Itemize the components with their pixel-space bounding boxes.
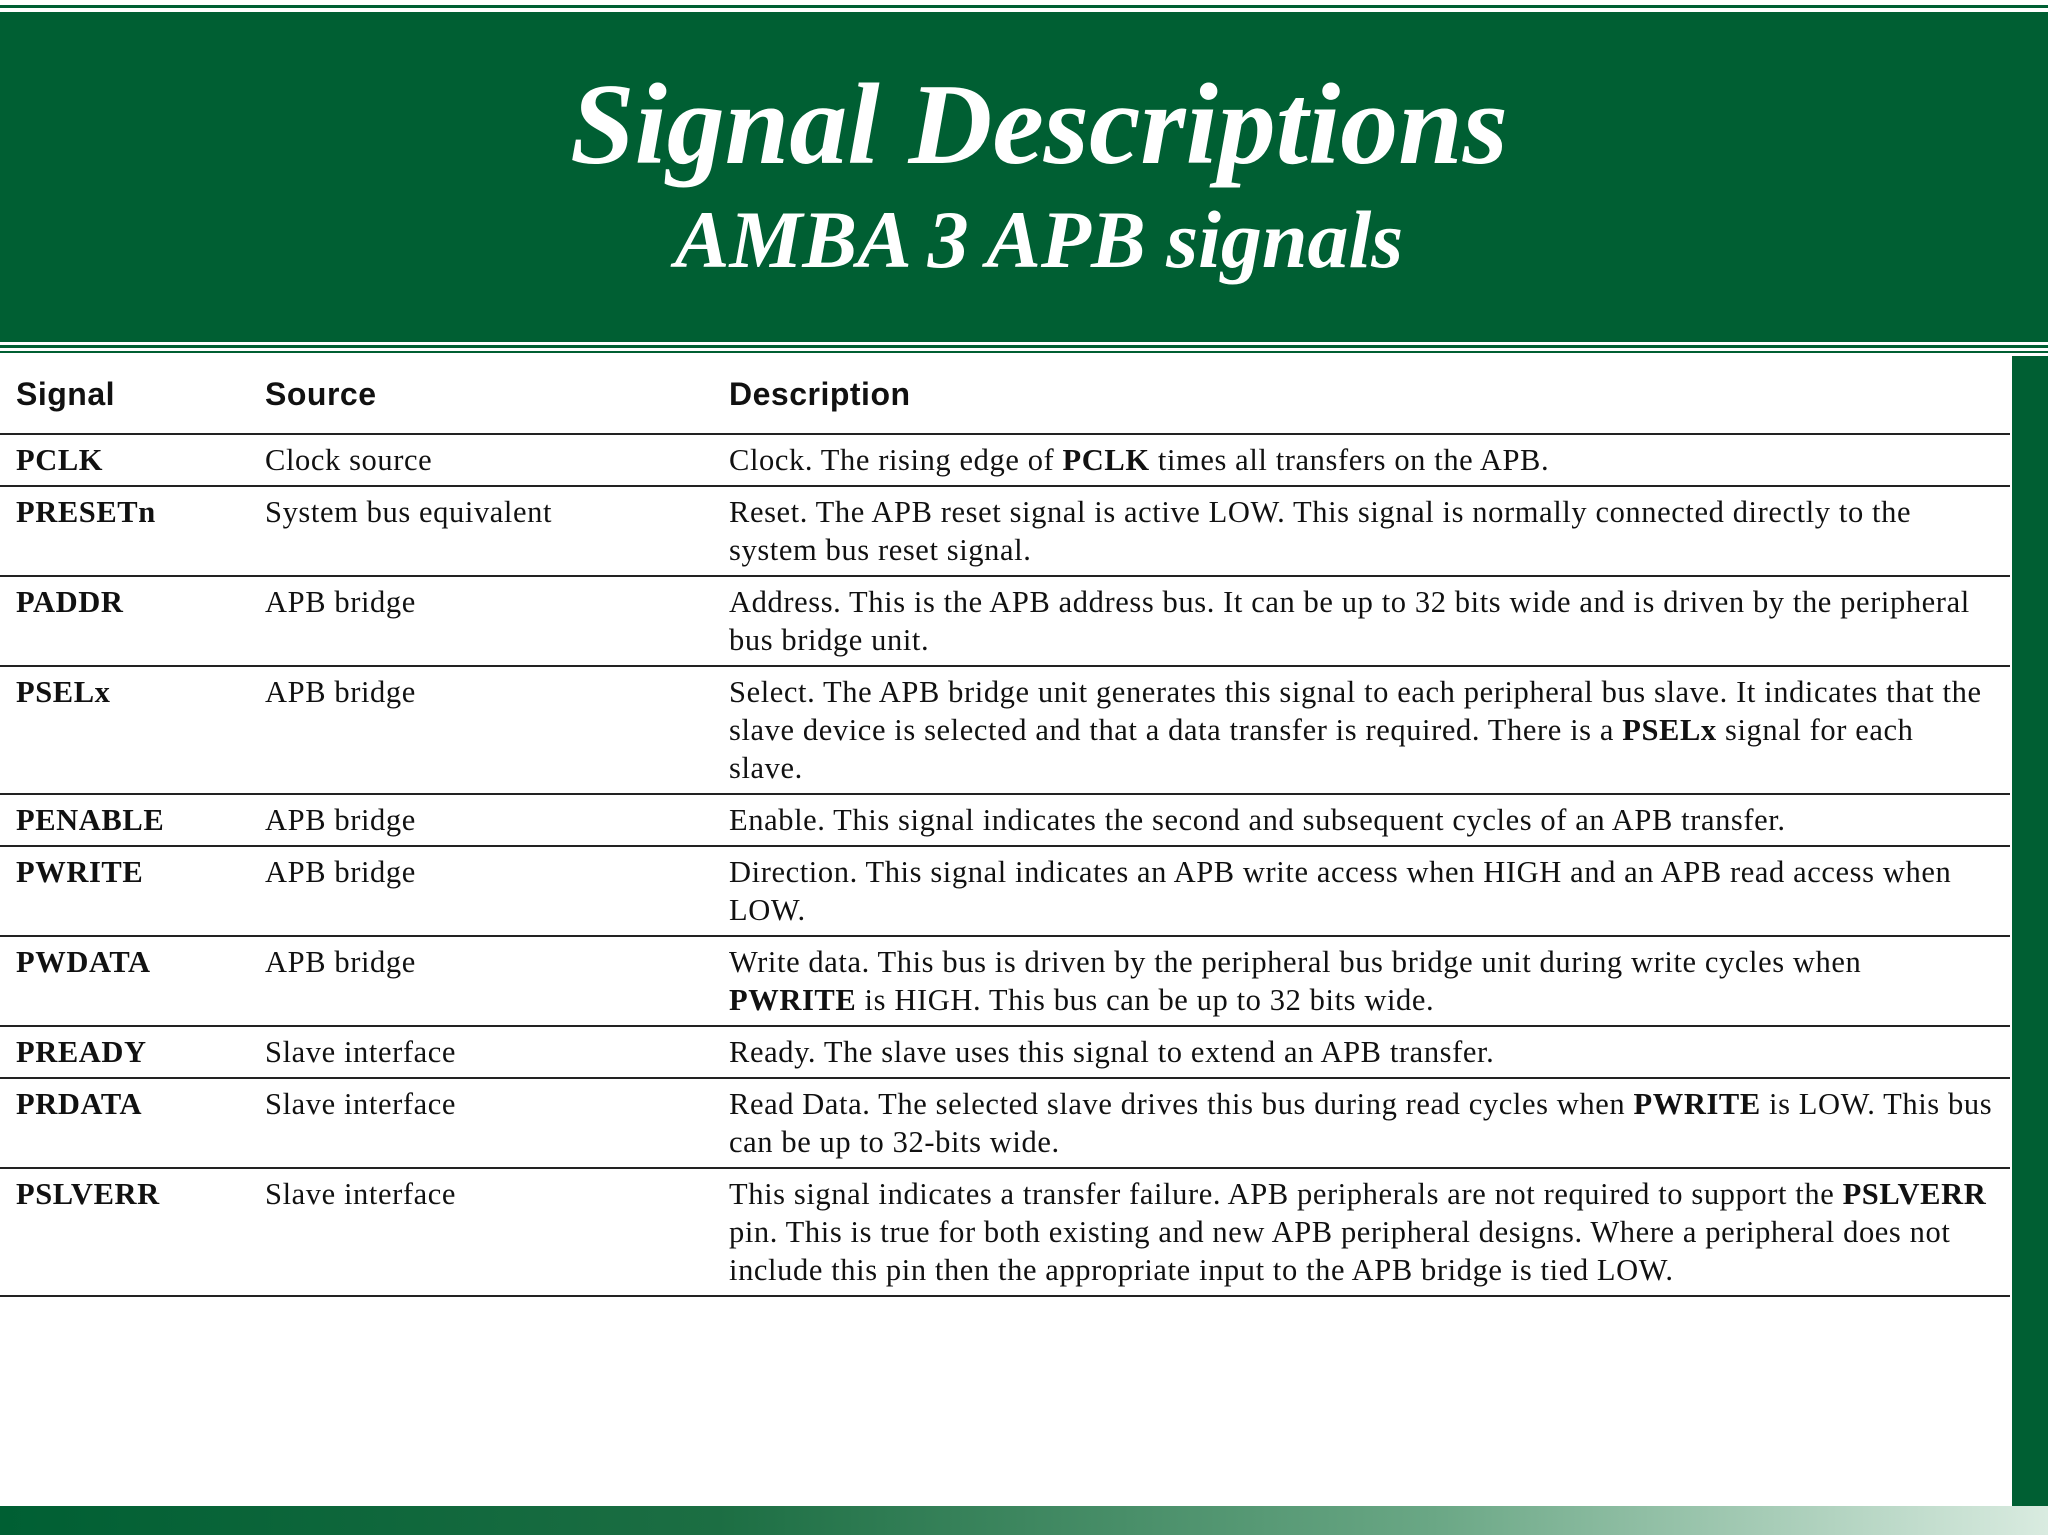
top-border-line	[0, 5, 2048, 8]
signal-description	[713, 846, 2010, 936]
signal-source: APB bridge	[249, 936, 713, 1026]
signal-name: PRESETn	[0, 486, 249, 576]
signal-source: APB bridge	[249, 846, 713, 936]
signal-source: System bus equivalent	[249, 486, 713, 576]
table-row	[0, 1078, 2010, 1168]
header-divider-line	[0, 351, 2048, 353]
signal-source: Slave interface	[249, 1026, 713, 1078]
signal-name: PWDATA	[0, 936, 249, 1026]
signal-description	[713, 794, 2010, 846]
description-text: times all transfers on the APB.	[1149, 443, 1550, 477]
description-text: is LOW. This bus can be up to 32-bits wide.	[729, 1087, 1993, 1159]
signal-name: PCLK	[0, 434, 249, 486]
description-text: Ready. The slave uses this signal to extend an APB transfer.	[729, 1035, 1495, 1069]
signal-name: PENABLE	[0, 794, 249, 846]
signal-name: PSLVERR	[0, 1168, 249, 1296]
signal-description	[713, 434, 2010, 486]
description-signal-ref: PSLVERR	[1842, 1177, 1987, 1211]
right-edge-decoration	[2012, 356, 2048, 1506]
signal-source: APB bridge	[249, 794, 713, 846]
table-row	[0, 666, 2010, 794]
description-text: signal for each slave.	[729, 713, 1914, 785]
signal-name: PRDATA	[0, 1078, 249, 1168]
signal-source: APB bridge	[249, 666, 713, 794]
signal-description	[713, 576, 2010, 666]
table-body	[0, 434, 2010, 1296]
signal-source: Slave interface	[249, 1168, 713, 1296]
description-signal-ref: PWRITE	[729, 983, 857, 1017]
header-divider-line	[0, 345, 2048, 348]
table-row	[0, 1026, 2010, 1078]
description-signal-ref: PSELx	[1622, 713, 1717, 747]
signal-name: PADDR	[0, 576, 249, 666]
signal-description	[713, 1026, 2010, 1078]
description-text: Read Data. The selected slave drives this bus during read cycles when	[729, 1087, 1634, 1121]
description-text: Direction. This signal indicates an APB write access when HIGH and an APB read access when LOW.	[729, 855, 1952, 927]
signal-description	[713, 1078, 2010, 1168]
description-text: Select. The APB bridge unit generates this signal to each peripheral bus slave. It indicates that the slave device is selected and that a data transfer is required. There is a	[729, 675, 1982, 747]
signal-name: PSELx	[0, 666, 249, 794]
column-header-description: Description	[713, 356, 2010, 434]
slide-title: Signal Descriptions	[570, 61, 1508, 189]
table-row	[0, 794, 2010, 846]
signal-source: Slave interface	[249, 1078, 713, 1168]
table-row	[0, 846, 2010, 936]
table-row	[0, 576, 2010, 666]
description-text: Clock. The rising edge of	[729, 443, 1063, 477]
description-text: Enable. This signal indicates the second and subsequent cycles of an APB transfer.	[729, 803, 1786, 837]
footer-gradient-bar	[0, 1506, 2048, 1535]
table-header-row	[0, 356, 2010, 434]
table-row	[0, 936, 2010, 1026]
signal-table-container	[0, 356, 2012, 1506]
table-row	[0, 486, 2010, 576]
column-header-signal: Signal	[0, 356, 249, 434]
signal-source: APB bridge	[249, 576, 713, 666]
table-row	[0, 1168, 2010, 1296]
description-text: This signal indicates a transfer failure. APB peripherals are not required to support the	[729, 1177, 1843, 1211]
description-text: Write data. This bus is driven by the peripheral bus bridge unit during write cycles when	[729, 945, 1862, 979]
signal-description	[713, 1168, 2010, 1296]
description-text: Address. This is the APB address bus. It can be up to 32 bits wide and is driven by the peripheral bus bridge unit.	[729, 585, 1970, 657]
description-text: is HIGH. This bus can be up to 32 bits wide.	[856, 983, 1435, 1017]
signal-description	[713, 486, 2010, 576]
description-text: pin. This is true for both existing and new APB peripheral designs. Where a peripheral does not include this pin then the appropriate input to the APB bridge is tied LOW.	[729, 1215, 1951, 1287]
slide-subtitle: AMBA 3 APB signals	[674, 194, 1404, 285]
header-divider	[0, 342, 2048, 356]
signal-source: Clock source	[249, 434, 713, 486]
column-header-source: Source	[249, 356, 713, 434]
description-signal-ref: PWRITE	[1633, 1087, 1761, 1121]
table-row	[0, 434, 2010, 486]
signal-name: PWRITE	[0, 846, 249, 936]
slide-header	[0, 12, 2048, 342]
top-border	[0, 0, 2048, 12]
description-signal-ref: PCLK	[1062, 443, 1150, 477]
description-text: Reset. The APB reset signal is active LOW. This signal is normally connected directly to the system bus reset signal.	[729, 495, 1912, 567]
signal-description	[713, 666, 2010, 794]
signal-description	[713, 936, 2010, 1026]
signal-name: PREADY	[0, 1026, 249, 1078]
signal-table	[0, 356, 2010, 1297]
